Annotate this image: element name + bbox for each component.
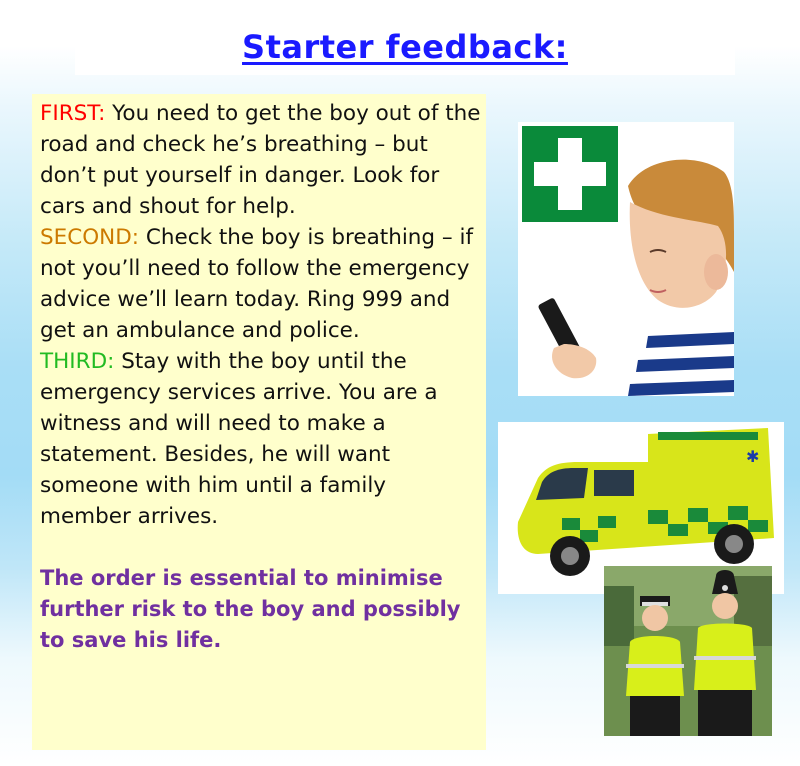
step-first [40, 98, 482, 222]
police-officers-image [604, 566, 772, 736]
svg-text:✱: ✱ [746, 447, 760, 466]
step-second-label: SECOND: [40, 225, 140, 250]
conclusion-text: The order is essential to minimise further risk to the boy and possibly to save his life. [40, 566, 461, 652]
step-third-label: THIRD: [40, 349, 115, 374]
boy-with-phone-image [518, 122, 734, 396]
page-title: Starter feedback: [242, 28, 568, 66]
boy-illustration [518, 122, 734, 396]
title-banner [75, 20, 735, 75]
step-third-text: Stay with the boy until the emergency services arrive. You are a witness and will need to make a statement. Besides, he will want someone with him until a family member arrives. [40, 349, 438, 529]
feedback-textbox [32, 94, 486, 750]
step-second [40, 222, 482, 346]
first-aid-sign-icon [518, 122, 622, 226]
step-second-text: Check the boy is breathing – if not you’ll need to follow the emergency advice we’ll learn today. Ring 999 and get an ambulance and police. [40, 225, 474, 343]
step-first-label: FIRST: [40, 101, 106, 126]
step-first-text: You need to get the boy out of the road and check he’s breathing – but don’t put yourself in danger. Look for cars and shout for help. [40, 101, 481, 219]
step-third [40, 346, 482, 532]
police-officers-icon [604, 566, 772, 736]
